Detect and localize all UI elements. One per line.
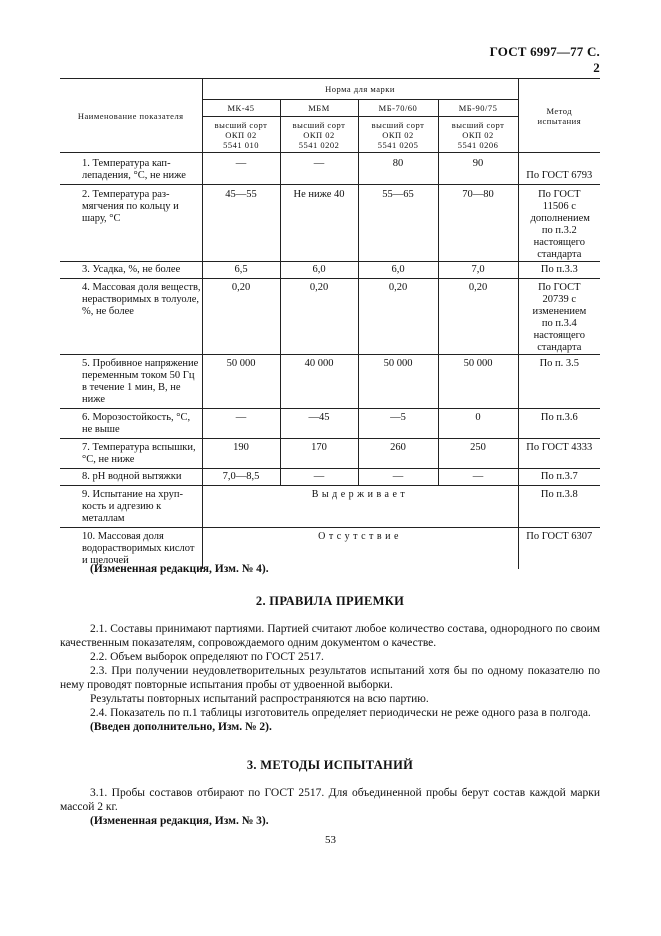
paragraph-3-1: 3.1. Пробы составов отбирают по ГОСТ 2517. Для объединенной пробы берут состав каждой марки массой 2 кг. xyxy=(60,787,600,813)
paragraph-2-2: 2.2. Объем выборок определяют по ГОСТ 2517. xyxy=(90,651,324,663)
cell-method: По п.3.7 xyxy=(518,469,600,486)
row-label: 4. Массовая доля веществ, нерастворимых в толуоле, %, не более xyxy=(60,279,202,355)
cell-value: 6,0 xyxy=(280,262,358,279)
cell-value: 45—55 xyxy=(202,185,280,262)
cell-value: 7,0 xyxy=(438,262,518,279)
col-header-method: Метод испытания xyxy=(518,79,600,153)
cell-value: 80 xyxy=(358,153,438,185)
table-row xyxy=(60,185,600,262)
cell-method: По ГОСТ 11506 с дополнением по п.3.2 настоящего стандарта xyxy=(518,185,600,262)
cell-value: 0,20 xyxy=(280,279,358,355)
cell-method: По ГОСТ 4333 xyxy=(518,439,600,469)
amendment-note-3: (Измененная редакция, Изм. № 3). xyxy=(90,815,269,827)
cell-value: 7,0—8,5 xyxy=(202,469,280,486)
row-label: 10. Массовая доля водорастворимых кислот и щелочей xyxy=(60,528,202,570)
row-label: 9. Испытание на хрупкость и адгезию к металлам xyxy=(60,486,202,528)
cell-value-merged: Выдерживает xyxy=(202,486,518,528)
cell-method: По п.3.3 xyxy=(518,262,600,279)
cell-value: 190 xyxy=(202,439,280,469)
cell-value: 90 xyxy=(438,153,518,185)
row-label: 6. Морозостойкость, °С, не выше xyxy=(60,409,202,439)
cell-value: 70—80 xyxy=(438,185,518,262)
table-row xyxy=(60,279,600,355)
cell-value: —5 xyxy=(358,409,438,439)
section-title-methods: 3. МЕТОДЫ ИСПЫТАНИЙ xyxy=(246,758,414,772)
cell-method: По ГОСТ 6793 xyxy=(518,153,600,185)
cell-value: 50 000 xyxy=(202,355,280,409)
row-label: 5. Пробивное напряжение переменным током 50 Гц в течение 1 мин, В, не ниже xyxy=(60,355,202,409)
page-header: ГОСТ 6997—77 С. 2 xyxy=(489,44,600,75)
cell-method: По ГОСТ 20739 с изменением по п.3.4 настоящего стандарта xyxy=(518,279,600,355)
paragraph-2-3: 2.3. При получении неудовлетворительных результатов испытаний хотя бы по одному показателю по нему проводят повторные испытания пробы от удвоенной выборки. xyxy=(60,665,600,691)
cell-value: 6,5 xyxy=(202,262,280,279)
table-row xyxy=(60,262,600,279)
section-acceptance-body xyxy=(60,622,600,734)
cell-value: 0,20 xyxy=(438,279,518,355)
cell-value: 250 xyxy=(438,439,518,469)
row-label: 7. Температура вспышки, °С, не ниже xyxy=(60,439,202,469)
table-row xyxy=(60,469,600,486)
row-label: 2. Температура размягчения по кольцу и шару, °С xyxy=(60,185,202,262)
mark-name-3: МБ-90/75 xyxy=(438,100,518,117)
mark-spec-2: высший сорт ОКП 02 5541 0205 xyxy=(358,117,438,153)
cell-value: 170 xyxy=(280,439,358,469)
paragraph-2-3-cont: Результаты повторных испытаний распространяются на всю партию. xyxy=(90,693,429,705)
cell-value: — xyxy=(438,469,518,486)
paragraph-2-4: 2.4. Показатель по п.1 таблицы изготовитель определяет периодически не реже одного раза в полгода. xyxy=(90,707,591,719)
cell-value: 55—65 xyxy=(358,185,438,262)
cell-value: 40 000 xyxy=(280,355,358,409)
row-label: 3. Усадка, %, не более xyxy=(60,262,202,279)
cell-value: — xyxy=(280,153,358,185)
table-row xyxy=(60,486,600,528)
mark-name-1: МБМ xyxy=(280,100,358,117)
paragraph-2-1: 2.1. Составы принимают партиями. Партией считают любое количество состава, однородного по своим качественным показателям, сопровождаемого одним документом о качестве. xyxy=(60,623,600,649)
norm-header: Норма для марки xyxy=(202,79,518,100)
cell-method: По ГОСТ 6307 xyxy=(518,528,600,570)
mark-spec-3: высший сорт ОКП 02 5541 0206 xyxy=(438,117,518,153)
table-row xyxy=(60,439,600,469)
cell-value: 0,20 xyxy=(358,279,438,355)
cell-method: По п. 3.5 xyxy=(518,355,600,409)
cell-value: — xyxy=(358,469,438,486)
cell-method: По п.3.6 xyxy=(518,409,600,439)
cell-value: 50 000 xyxy=(358,355,438,409)
cell-value: Не ниже 40 xyxy=(280,185,358,262)
cell-value: —45 xyxy=(280,409,358,439)
cell-value: — xyxy=(280,469,358,486)
cell-value: 0 xyxy=(438,409,518,439)
cell-value-merged: Отсутствие xyxy=(202,528,518,570)
cell-value: 6,0 xyxy=(358,262,438,279)
row-label: 8. рН водной вытяжки xyxy=(60,469,202,486)
mark-name-0: МК-45 xyxy=(202,100,280,117)
cell-value: — xyxy=(202,409,280,439)
cell-method: По п.3.8 xyxy=(518,486,600,528)
cell-value: 260 xyxy=(358,439,438,469)
amendment-note-2: (Введен дополнительно, Изм. № 2). xyxy=(90,721,272,733)
table-row xyxy=(60,355,600,409)
page-number: 53 xyxy=(325,834,336,846)
col-header-name: Наименование показателя xyxy=(60,79,202,153)
mark-name-2: МБ-70/60 xyxy=(358,100,438,117)
section-methods-body xyxy=(60,786,600,828)
cell-value: 0,20 xyxy=(202,279,280,355)
table-row xyxy=(60,409,600,439)
section-title-acceptance: 2. ПРАВИЛА ПРИЕМКИ xyxy=(255,594,405,608)
mark-spec-1: высший сорт ОКП 02 5541 0202 xyxy=(280,117,358,153)
row-label: 1. Температура каплепадения, °С, не ниже xyxy=(82,158,186,181)
cell-value: — xyxy=(202,153,280,185)
amendment-note-4: (Измененная редакция, Изм. № 4). xyxy=(90,563,269,575)
table-row xyxy=(60,153,600,185)
spec-table xyxy=(60,78,600,569)
mark-spec-0: высший сорт ОКП 02 5541 010 xyxy=(202,117,280,153)
cell-value: 50 000 xyxy=(438,355,518,409)
